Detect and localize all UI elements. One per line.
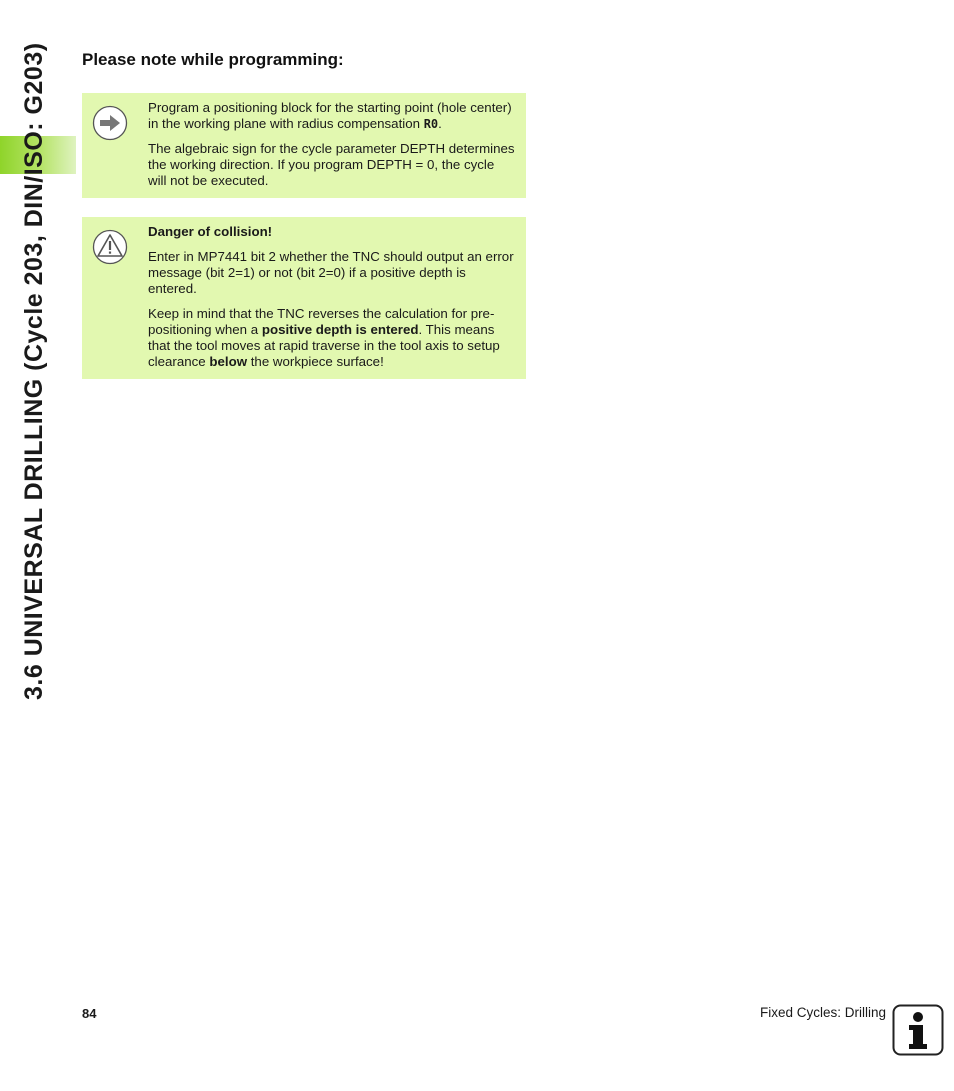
note-paragraph: Enter in MP7441 bit 2 whether the TNC should output an error message (bit 2=1) or not (bit 2=0) if a positive depth is entered. — [148, 249, 514, 296]
danger-title: Danger of collision! — [148, 224, 273, 239]
arrow-right-icon — [92, 105, 128, 141]
page-heading: Please note while programming: — [82, 50, 344, 69]
chapter-name: Fixed Cycles: Drilling — [759, 1005, 886, 1020]
note-paragraph: The algebraic sign for the cycle parameter DEPTH determines the working direction. If you program DEPTH = 0, the cycle will not be executed. — [148, 141, 515, 188]
note-paragraph: Program a positioning block for the starting point (hole center) in the working plane with radius compensation R0. — [148, 100, 512, 131]
page-number: 84 — [82, 1006, 97, 1021]
note-box-danger — [82, 217, 526, 379]
section-title-vertical: 3.6 UNIVERSAL DRILLING (Cycle 203, DIN/ISO: G203) — [20, 42, 48, 700]
info-icon — [892, 1004, 944, 1056]
warning-icon — [92, 229, 128, 265]
code-r0: R0 — [423, 117, 439, 131]
note-box-programming — [82, 93, 526, 198]
note-paragraph: Keep in mind that the TNC reverses the calculation for pre-positioning when a positive depth is entered. This means that the tool moves at rapid traverse in the tool axis to setup clearance below the workpiece surface! — [148, 306, 500, 369]
